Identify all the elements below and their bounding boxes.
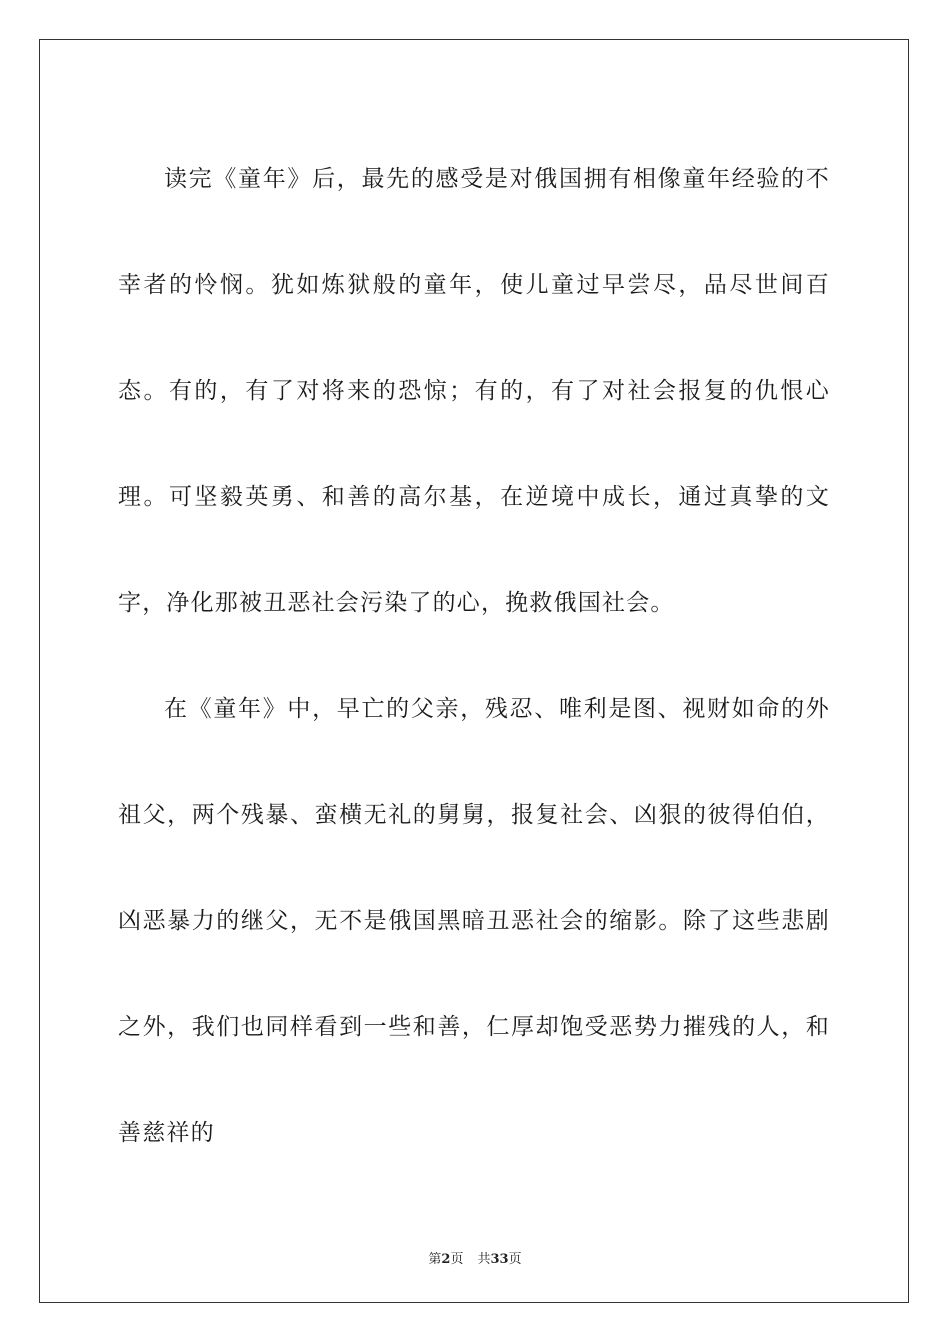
total-prefix: 共: [477, 1252, 491, 1267]
total-pages: 33: [490, 1252, 509, 1267]
page-number: 2: [441, 1252, 451, 1267]
paragraph-1: 读完《童年》后，最先的感受是对俄国拥有相像童年经验的不幸者的怜悯。犹如炼狱般的童年，使儿童过早尝尽，品尽世间百态。有的，有了对将来的恐惊；有的，有了对社会报复的仇恨心理。可坚毅英勇、和善的高尔基，在逆境中成长，通过真挚的文字，净化那被丑恶社会污染了的心，挽救俄国社会。: [118, 166, 830, 616]
document-body: [118, 126, 830, 1186]
page-suffix: 页: [450, 1252, 464, 1267]
page-prefix: 第: [428, 1252, 442, 1267]
paragraph-2: 在《童年》中，早亡的父亲，残忍、唯利是图、视财如命的外祖父，两个残暴、蛮横无礼的舅舅，报复社会、凶狠的彼得伯伯，凶恶暴力的继父，无不是俄国黑暗丑恶社会的缩影。除了这些悲剧之外，我们也同样看到一些和善，仁厚却饱受恶势力摧残的人，和善慈祥的: [118, 696, 830, 1146]
page-footer: [0, 1248, 950, 1267]
total-suffix: 页: [508, 1252, 522, 1267]
